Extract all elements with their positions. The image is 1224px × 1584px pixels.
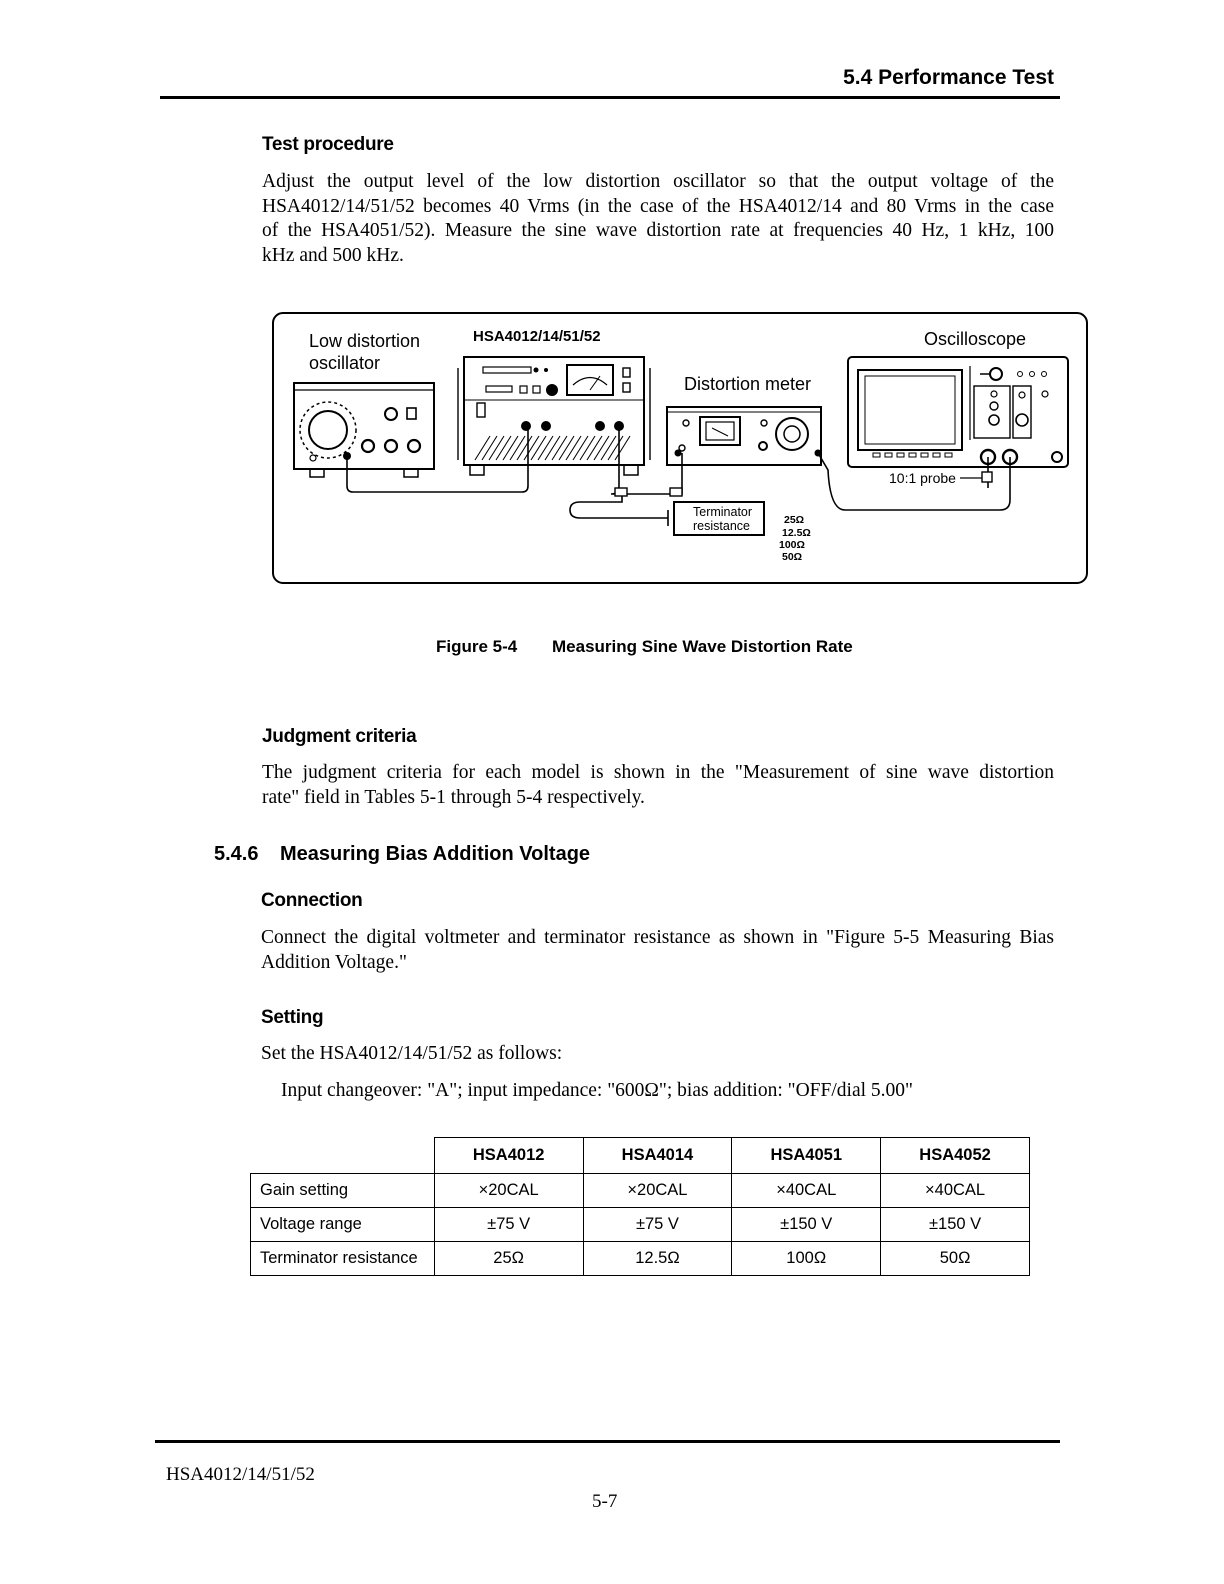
oscilloscope-device: [848, 357, 1068, 467]
row-label: Gain setting: [251, 1174, 435, 1208]
footer-model: HSA4012/14/51/52: [166, 1464, 315, 1485]
connection-diagram: [270, 310, 1090, 586]
connection-paragraph: [261, 926, 1054, 975]
amplifier-label: HSA4012/14/51/52: [473, 328, 601, 345]
oscillator-device: [294, 383, 434, 477]
table-cell: 50Ω: [881, 1242, 1030, 1276]
table-cell: ×40CAL: [732, 1174, 881, 1208]
oscillator-label-2: oscillator: [309, 353, 381, 373]
paragraph-line: Addition Voltage.": [261, 951, 407, 973]
table-cell: 12.5Ω: [583, 1242, 732, 1276]
oscilloscope-label: Oscilloscope: [924, 329, 1027, 349]
terminator-label-2: resistance: [693, 519, 750, 533]
table-cell: 25Ω: [434, 1242, 583, 1276]
section-number: 5.4.6: [214, 843, 259, 865]
paragraph-line: Adjust the output level of the low distortion oscillator so that the output voltage of the: [262, 171, 1054, 192]
paragraph-line: HSA4012/14/51/52 becomes 40 Vrms (in the case of the HSA4012/14 and 80 Vrms in the case: [262, 195, 1054, 217]
row-label: Voltage range: [251, 1208, 435, 1242]
paragraph-line: rate" field in Tables 5-1 through 5-4 respectively.: [262, 786, 645, 808]
terminator-label-1: Terminator: [693, 505, 753, 519]
probe-label: 10:1 probe: [889, 470, 956, 486]
paragraph-line: Connect the digital voltmeter and terminator resistance as shown in "Figure 5-5 Measuring Bias: [261, 927, 1054, 948]
table-cell: 100Ω: [732, 1242, 881, 1276]
settings-table: [250, 1137, 1030, 1276]
row-label: Terminator resistance: [251, 1242, 435, 1276]
table-cell: ±150 V: [881, 1208, 1030, 1242]
page-number: 5-7: [592, 1491, 618, 1512]
table-cell: ±75 V: [434, 1208, 583, 1242]
table-row: [251, 1174, 1030, 1208]
t-connector: [670, 488, 682, 496]
paragraph-line: The judgment criteria for each model is shown in the "Measurement of sine wave distortion: [262, 762, 1054, 783]
table-cell: ×20CAL: [583, 1174, 732, 1208]
connection-heading: Connection: [261, 890, 363, 911]
amplifier-device: [458, 357, 650, 475]
resistance-value: 12.5Ω: [782, 527, 811, 539]
table-header-row: [251, 1138, 1030, 1174]
oscillator-label-1: Low distortion: [309, 331, 421, 351]
probe-tip: [982, 472, 992, 482]
header-rule: [160, 96, 1060, 99]
paragraph-line: of the HSA4051/52). Measure the sine wave distortion rate at frequencies 40 Hz, 1 kHz, 100: [262, 220, 1054, 241]
running-header: 5.4 Performance Test: [843, 66, 1054, 89]
figure-title: Measuring Sine Wave Distortion Rate: [552, 637, 853, 656]
table-row: [251, 1208, 1030, 1242]
t-connector: [615, 488, 627, 496]
column-header: HSA4051: [732, 1138, 881, 1174]
judgment-paragraph: [262, 761, 1054, 810]
resistance-value: 50Ω: [782, 551, 803, 563]
setting-line: Set the HSA4012/14/51/52 as follows:: [261, 1043, 563, 1064]
paragraph-line: kHz and 500 kHz.: [262, 244, 404, 266]
resistance-value: 25Ω: [784, 514, 805, 526]
judgment-heading: Judgment criteria: [262, 726, 417, 747]
terminator-resistance: [668, 502, 764, 535]
table-corner: [251, 1138, 435, 1174]
table-cell: ±150 V: [732, 1208, 881, 1242]
figure-number: Figure 5-4: [436, 637, 518, 656]
footer-rule: [155, 1440, 1060, 1443]
table-cell: ±75 V: [583, 1208, 732, 1242]
table-row: [251, 1242, 1030, 1276]
distortion-meter-label: Distortion meter: [684, 374, 812, 394]
column-header: HSA4014: [583, 1138, 732, 1174]
column-header: HSA4052: [881, 1138, 1030, 1174]
distortion-meter-device: [667, 407, 822, 465]
resistance-value: 100Ω: [779, 539, 805, 551]
setting-values: Input changeover: "A"; input impedance: "600Ω"; bias addition: "OFF/dial 5.00": [281, 1080, 913, 1101]
section-title: Measuring Bias Addition Voltage: [280, 843, 591, 865]
test-procedure-heading: Test procedure: [262, 134, 394, 155]
setting-heading: Setting: [261, 1007, 324, 1028]
table-cell: ×40CAL: [881, 1174, 1030, 1208]
test-procedure-paragraph: [262, 170, 1054, 268]
table-cell: ×20CAL: [434, 1174, 583, 1208]
column-header: HSA4012: [434, 1138, 583, 1174]
